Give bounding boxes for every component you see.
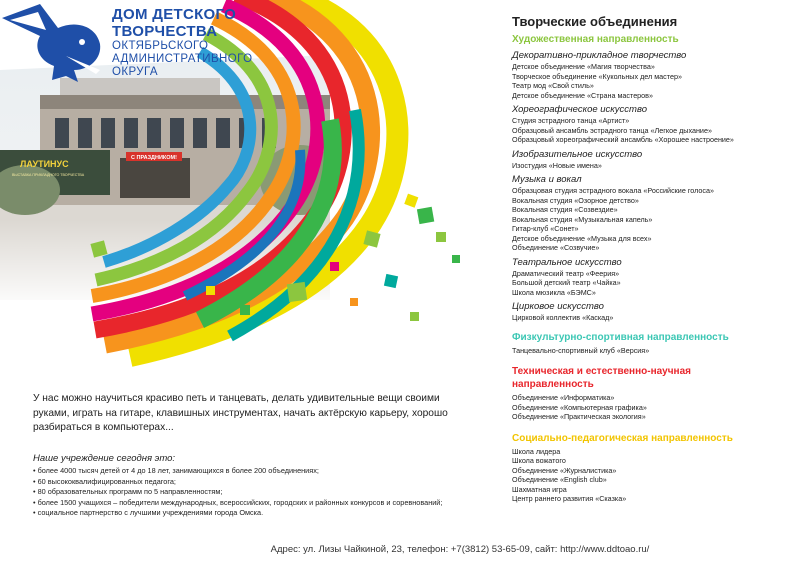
list-item: Детское объединение «Магия творчества» — [512, 62, 655, 71]
sign-banner: С ПРАЗДНИКОМ! — [131, 155, 177, 161]
list-item: Детское объединение «Страна мастеров» — [512, 90, 653, 100]
list-item: Объединение «Журналистика» — [512, 465, 617, 475]
art-direction-heading: Художественная направленность — [512, 34, 679, 45]
list-item: Изостудия «Новые имена» — [512, 160, 602, 170]
list-item: Цирковой коллектив «Каскад» — [512, 313, 614, 322]
footer-text: Адрес: ул. Лизы Чайкиной, 23, телефон: +7(3812) 53-65-09, сайт: http://www.ddtoao.ru/ — [270, 544, 650, 555]
list-item: Центр раннего развития «Сказка» — [512, 494, 627, 503]
category-heading: Изобразительное искусство — [512, 148, 643, 160]
list-item: Вокальная студия «Озорное детство» — [512, 195, 639, 205]
stat-item: • более 1500 учащихся – победители международных, всероссийских, городских и районных конкурсов и соревнований; — [33, 498, 493, 509]
list-item: Танцевально-спортивный клуб «Версия» — [512, 345, 650, 355]
list-item: Школа мюзикла «БЭМС» — [512, 287, 596, 297]
logo-line-5: ОКРУГА — [112, 66, 158, 78]
stats-title: Наше учреждение сегодня это: — [33, 453, 176, 464]
list-item: Детское объединение «Музыка для всех» — [512, 233, 652, 243]
list-item: Объединение «Практическая экология» — [512, 412, 646, 421]
logo-title — [112, 6, 272, 79]
logo-line-4: АДМИНИСТРАТИВНОГО — [112, 53, 253, 65]
sign-caption: ВЫСТАВКА ПРИКЛАДНОГО ТВОРЧЕСТВА — [12, 173, 85, 177]
list-item: Вокальная студия «Созвездие» — [512, 205, 618, 214]
social-direction-heading: Социально-педагогическая направленность — [512, 432, 733, 444]
list-item: Образцовый ансамбль эстрадного танца «Легкое дыхание» — [512, 125, 712, 135]
list-item: Образцовая студия эстрадного вокала «Российские голоса» — [512, 186, 714, 195]
list-item: Образцовый хореографический ансамбль «Хорошее настроение» — [512, 135, 734, 144]
category-heading: Музыка и вокал — [512, 174, 582, 185]
category-heading: Декоративно-прикладное творчество — [512, 50, 687, 61]
section-title: Творческие объединения — [512, 14, 678, 29]
category-heading: Цирковое искусство — [512, 301, 604, 312]
intro-paragraph: У нас можно научиться красиво петь и танцевать, делать удивительные вещи своими руками, играть на гитаре, клавишных инструментах, начать актёрскую карьеру, хорошо разбираться в компьютерах... — [33, 393, 448, 433]
list-item: Объединение «Компьютерная графика» — [512, 402, 647, 412]
list-item: Шахматная игра — [512, 484, 567, 494]
stat-item: • более 4000 тысяч детей от 4 до 18 лет, занимающихся в более 200 объединениях; — [33, 466, 493, 477]
list-item: Объединение «Созвучие» — [512, 243, 600, 252]
list-item: Гитар-клуб «Сонет» — [512, 224, 579, 233]
list-item: Драматический театр «Феерия» — [512, 268, 620, 278]
stats-block — [33, 453, 493, 519]
category-heading: Театральное искусство — [512, 256, 622, 268]
sign-lautinus: ЛАУТИНУС — [20, 159, 69, 169]
list-item: Школа вожатого — [512, 456, 566, 465]
logo-line-2: ТВОРЧЕСТВА — [112, 23, 218, 40]
category-heading: Хореографическое искусство — [512, 104, 647, 115]
stat-item: • социальное партнерство с лучшими учреждениями города Омска. — [33, 508, 493, 519]
tech-direction-heading: Техническая и естественно-научная направленность — [512, 366, 691, 390]
list-item: Большой детский театр «Чайка» — [512, 278, 621, 287]
creative-associations-column — [512, 14, 797, 504]
stat-item: • 60 высококвалифицированных педагога; — [33, 477, 493, 488]
list-item: Студия эстрадного танца «Артист» — [512, 116, 630, 125]
logo-line-1: ДОМ ДЕТСКОГО — [112, 6, 237, 23]
footer-address — [0, 544, 800, 555]
list-item: Творческое объединение «Кукольных дел мастер» — [512, 71, 682, 81]
list-item: Театр мод «Свой стиль» — [512, 81, 594, 90]
stat-item: • 80 образовательных программ по 5 направленностям; — [33, 487, 493, 498]
sport-direction-heading: Физкультурно-спортивная направленность — [512, 331, 729, 343]
list-item: Объединение «Информатика» — [512, 393, 615, 402]
list-item: Объединение «English club» — [512, 475, 607, 484]
list-item: Вокальная студия «Музыкальная капель» — [512, 214, 653, 224]
logo-line-3: ОКТЯБРЬСКОГО — [112, 40, 209, 52]
list-item: Школа лидера — [512, 446, 561, 456]
